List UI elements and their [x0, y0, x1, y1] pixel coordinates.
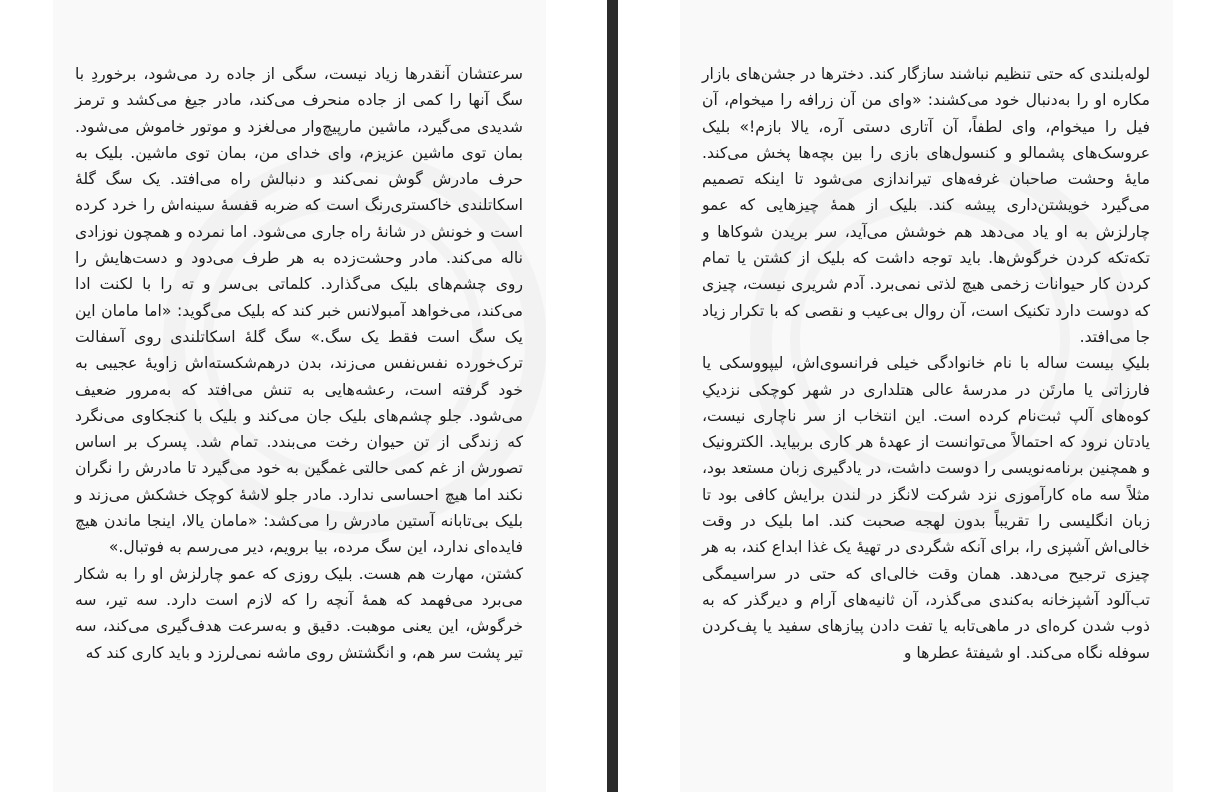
- left-page-text: [75, 61, 523, 666]
- paragraph: بلیکِ بیست ساله با نام خانوادگی خیلی فرانسوی‌اش، لیپووسکی یا فارزاتی یا مارتَن در مدرسهٔ عالی هتلداری در شهر کوچکی نزدیکِ کوه‌های آلپ ثبت‌نام کرده است. این انتخاب از سر ناچاری نیست، یادتان نرود که احتمالاً می‌توانست از عهدهٔ هر کاری بربیاید. الکترونیک و همچنین برنامه‌نویسی را دوست داشت، در یادگیری زبان مستعد بود، مثلاً سه ماه کارآموزی نزد شرکت لانگز در لندن برایش کافی بود تا زبان انگلیسی را تقریباً بدون لهجه صحبت کند. اما بلیک در وقت خالی‌اش آشپزی را، برای آنکه شگردی در تهیهٔ یک غذا ابداع کند، به هر چیزی ترجیح می‌دهد. همان وقت خالی‌ای که حتی در سراسیمگی تب‌آلود آشپزخانه به‌کندی می‌گذرد، آن ثانیه‌های آرام و دیرگذر که به ذوب شدن کره‌ای در ماهی‌تابه یا تفت دادن پیازهای سفید یا پف‌کردن سوفله نگاه می‌کند. او شیفتهٔ عطرها و: [702, 354, 1150, 662]
- paragraph: سرعتشان آنقدرها زیاد نیست، سگی از جاده رد می‌شود، برخوردِ با سگ آنها را کمی از جاده منحرف می‌کند، مادر جیغ می‌کشد و ترمز شدیدی می‌گیرد، ماشین مارپیچ‌وار می‌لغزد و موتور خاموش می‌شود. بمان توی ماشین عزیزم، وای خدای من، بمان توی ماشین. بلیک به حرف مادرش گوش نمی‌کند و دنبالش راه می‌افتد. یک سگ گلهٔ اسکاتلندی خاکستری‌رنگ است که ضربه قفسهٔ سینه‌اش را خرد کرده است و خونش در شانهٔ راه جاری می‌شود. اما نمرده و همچون نوزادی ناله می‌کند. مادر وحشت‌زده به هر طرف می‌دود و دست‌هایش را روی چشم‌های بلیک می‌گذارد. کلماتی بی‌سر و ته را با لکنت ادا می‌کند، می‌خواهد آمبولانس خبر کند که بلیک می‌گوید: «اما مامان این یک سگ است فقط یک سگ.» سگ گلهٔ اسکاتلندی روی آسفالت ترک‌خورده نفس‌نفس می‌زند، بدن درهم‌شکسته‌اش زاویهٔ عجیبی به خود گرفته است، رعشه‌هایی به تنش می‌افتد که به‌مرور ضعیف می‌شود. جلو چشم‌های بلیک جان می‌کند و بلیک با کنجکاوی می‌نگرد که زندگی از تن حیوان رخت می‌بندد. تمام شد. پسرک بر اساس تصورش از غم کمی حالتی غمگین به خود می‌گیرد تا مادرش را نگران نکند اما هیچ احساسی ندارد. مادر جلو لاشهٔ کوچک خشکش می‌زند و بلیک بی‌تابانه آستین مادرش را می‌کشد: «مامان یالا، اینجا ماندن هیچ فایده‌ای ندارد، این سگ مرده، بیا برویم، دیر می‌رسم به فوتبال.»: [75, 65, 523, 557]
- page-divider: [607, 0, 618, 792]
- right-page: [680, 0, 1173, 792]
- left-page: [53, 0, 546, 792]
- paragraph: کشتن، مهارت هم هست. بلیک روزی که عمو چارلزش او را به شکار می‌برد می‌فهمد که همهٔ آنچه را که لازم است دارد. سه تیر، سه خرگوش، این یعنی موهبت. دقیق و به‌سرعت هدف‌گیری می‌کند، سه تیر پشت سر هم، و انگشتش روی ماشه نمی‌لرزد و باید کاری کند که: [75, 564, 523, 662]
- right-page-text: [702, 61, 1150, 666]
- paragraph: لوله‌بلندی که حتی تنظیم نباشند سازگار کند. دخترها در جشن‌های بازار مکاره او را به‌دنبال خود می‌کشند: «وای من آن زرافه را میخوام، آن فیل را میخوام، وای لطفاً، آن آتاری دستی آره، یالا بازم!» بلیک عروسک‌های پشمالو و کنسول‌های بازی را بین بچه‌ها پخش می‌کند. مایهٔ وحشت صاحبان غرفه‌های تیراندازی می‌شود تا اینکه تصمیم می‌گیرد خویشتن‌داری پیشه کند. بلیک از همهٔ چیزهایی که عمو چارلزش به او یاد می‌دهد هم خوشش می‌آید، سر بریدن شوکاها و تکه‌تکه کردن خرگوش‌ها. باید توجه داشت که بلیک از کشتن یا تمام کردن کار حیوانات زخمی هیچ لذتی نمی‌برد. آدم شریری نیست، چیزی که دوست دارد تکنیک است، آن روال بی‌عیب و نقصی که با تکرار زیاد جا می‌افتد.: [702, 65, 1150, 346]
